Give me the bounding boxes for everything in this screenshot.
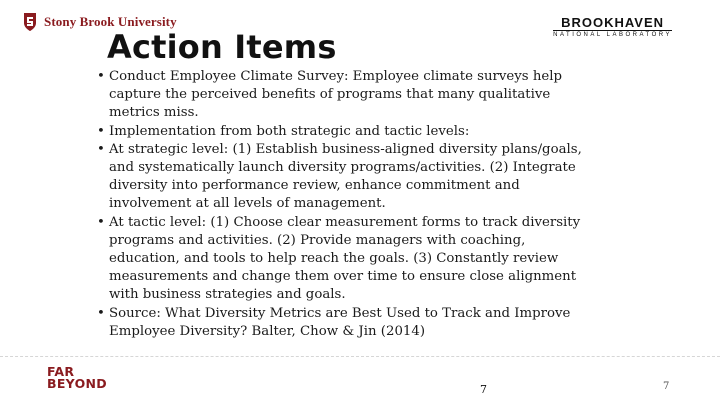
bullet-item: • Conduct Employee Climate Survey: Employee climate surveys help capture the perceived benefits of programs that many qualitative metrics miss.: [96, 68, 586, 123]
slide-title: Action Items: [107, 28, 337, 66]
far-beyond-line-1: FAR: [47, 364, 75, 379]
far-beyond-logo: [47, 366, 107, 390]
stony-brook-shield-icon: [22, 12, 38, 32]
bullet-item: • Implementation from both strategic and tactic levels:: [96, 123, 586, 141]
bullet-item: • At strategic level: (1) Establish business-aligned diversity plans/goals, and systematically launch diversity programs/activities. (2) Integrate diversity into performance review, enhance commitment and involvement at all levels of management.: [96, 141, 586, 214]
bullet-list: [96, 68, 586, 341]
brookhaven-logo: [553, 16, 672, 39]
bullet-item: • At tactic level: (1) Choose clear measurement forms to track diversity programs and activities. (2) Provide managers with coaching, education, and tools to help reach the goals. (3) Constantly review measurements and change them over time to ensure close alignment with business strategies and goals.: [96, 214, 586, 305]
stony-brook-wordmark: Stony Brook University: [44, 14, 177, 29]
page-number-right: 7: [663, 381, 670, 392]
footer-divider: [0, 356, 720, 357]
page-number-center: 7: [480, 383, 487, 396]
bullet-item: • Source: What Diversity Metrics are Best Used to Track and Improve Employee Diversity? Balter, Chow & Jin (2014): [96, 305, 586, 341]
far-beyond-line-2: BEYOND: [47, 376, 107, 391]
brookhaven-subtitle: NATIONAL LABORATORY: [553, 32, 672, 38]
brookhaven-wordmark: BROOKHAVEN: [561, 15, 665, 30]
